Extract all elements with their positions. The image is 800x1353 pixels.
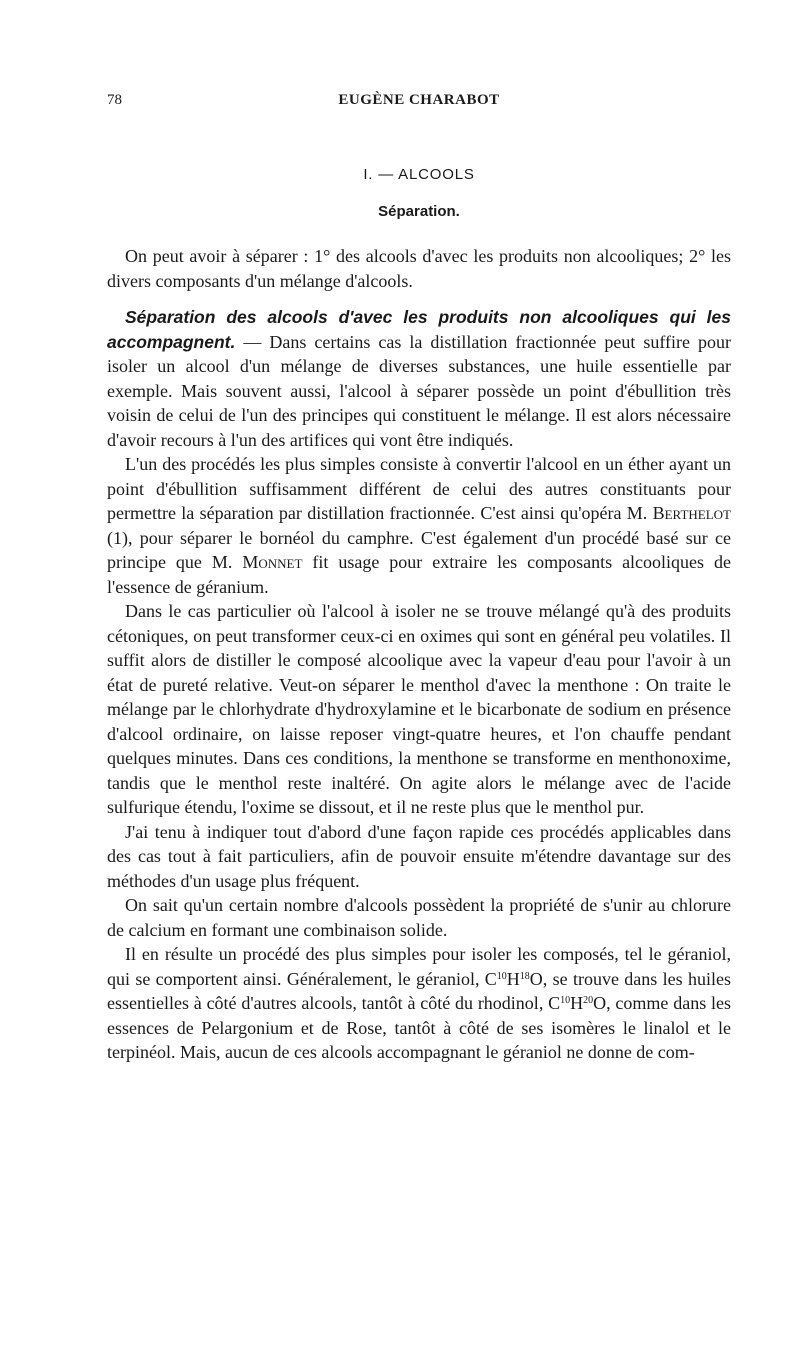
- paragraph-2-text: — Dans certains cas la distillation fractionnée peut suffire pour isoler un alcool d'un mélange de diverses substances, une huile essentielle par exemple. Mais souvent aussi, l'alcool à séparer possède un point d'ébullition très voisin de celui de l'un des principes qui constituent le mélange. Il est alors nécessaire d'avoir recours à l'un des artifices qui vont être indiqués.: [107, 331, 731, 450]
- page-number: 78: [107, 92, 122, 108]
- paragraph-7-text-c: O, se trouve dans les huiles essentielles à côté d'autres alcools, tantôt à côté du rhodinol, C: [107, 968, 731, 1013]
- paragraph-3-text-c: fit usage pour extraire les composants alcooliques de l'essence de géranium.: [107, 552, 731, 597]
- body-text: [107, 244, 731, 1065]
- book-page: [107, 92, 731, 1065]
- paragraph-7-text-e: O, comme dans les essences de Pelargonium et de Rose, tantôt à côté de ses isomères le linalol et le terpinéol. Mais, aucun de ces alcools accompagnant le géraniol ne donne de com-: [107, 993, 731, 1062]
- section-title: I. — ALCOOLS: [363, 166, 475, 183]
- paragraph-7: [107, 942, 731, 1065]
- author-name-berthelot: Berthelot: [652, 503, 731, 523]
- formula-superscript: 18: [519, 970, 530, 982]
- paragraph-3-text-b: (1), pour séparer le bornéol du camphre. C'est également d'un procédé basé sur ce principe que M.: [107, 527, 731, 572]
- formula-superscript: 10: [496, 970, 507, 982]
- author-name-monnet: Monnet: [242, 552, 303, 572]
- section-subtitle: Séparation.: [378, 203, 460, 220]
- paragraph-3: [107, 452, 731, 599]
- formula-superscript: 10: [560, 995, 571, 1006]
- paragraph-7-text-b: H: [506, 968, 520, 989]
- paragraph-6: On sait qu'un certain nombre d'alcools possèdent la propriété de s'unir au chlorure de calcium en formant une combinaison solide.: [107, 895, 731, 940]
- paragraph-2: [107, 305, 731, 452]
- paragraph-3-text-a: L'un des procédés les plus simples consiste à convertir l'alcool en un éther ayant un point d'ébullition suffisamment différent de celui des autres constituants pour permettre la séparation par distillation fractionnée. C'est ainsi qu'opéra M.: [107, 454, 731, 523]
- paragraph-run-in-heading: Séparation des alcools d'avec les produits non alcooliques qui les accompagnent.: [107, 307, 731, 352]
- running-head: [107, 92, 731, 116]
- paragraph-7-text-a: Il en résulte un procédé des plus simples pour isoler les composés, tel le géraniol, qui se comportent ainsi. Généralement, le géraniol, C: [107, 944, 731, 989]
- paragraph-7-text-d: H: [570, 993, 584, 1013]
- paragraph-5: J'ai tenu à indiquer tout d'abord d'une façon rapide ces procédés applicables dans des cas tout à fait particuliers, afin de pouvoir ensuite m'étendre davantage sur des méthodes d'un usage plus fréquent.: [107, 821, 731, 891]
- paragraph-4: Dans le cas particulier où l'alcool à isoler ne se trouve mélangé qu'à des produits cétoniques, on peut transformer ceux-ci en oximes qui sont en général peu volatiles. Il suffit alors de distiller le composé alcoolique avec la vapeur d'eau pour l'avoir à un état de pureté relative. Veut-on séparer le menthol d'avec la menthone : On traite le mélange par le chlorhydrate d'hydroxylamine et le bicarbonate de sodium en présence d'alcool ordinaire, on laisse reposer vingt-quatre heures, et l'on chauffe pendant quelques minutes. Dans ces conditions, la menthone se transforme en menthonoxime, tandis que le menthol reste inaltéré. On agite alors le mélange avec de l'acide sulfurique étendu, l'oxime se dissout, et il ne reste plus que le menthol pur.: [107, 601, 731, 817]
- paragraph-1: On peut avoir à séparer : 1° des alcools d'avec les produits non alcooliques; 2° les divers composants d'un mélange d'alcools.: [107, 246, 731, 291]
- running-title: EUGÈNE CHARABOT: [338, 92, 500, 108]
- formula-superscript: 20: [583, 995, 594, 1006]
